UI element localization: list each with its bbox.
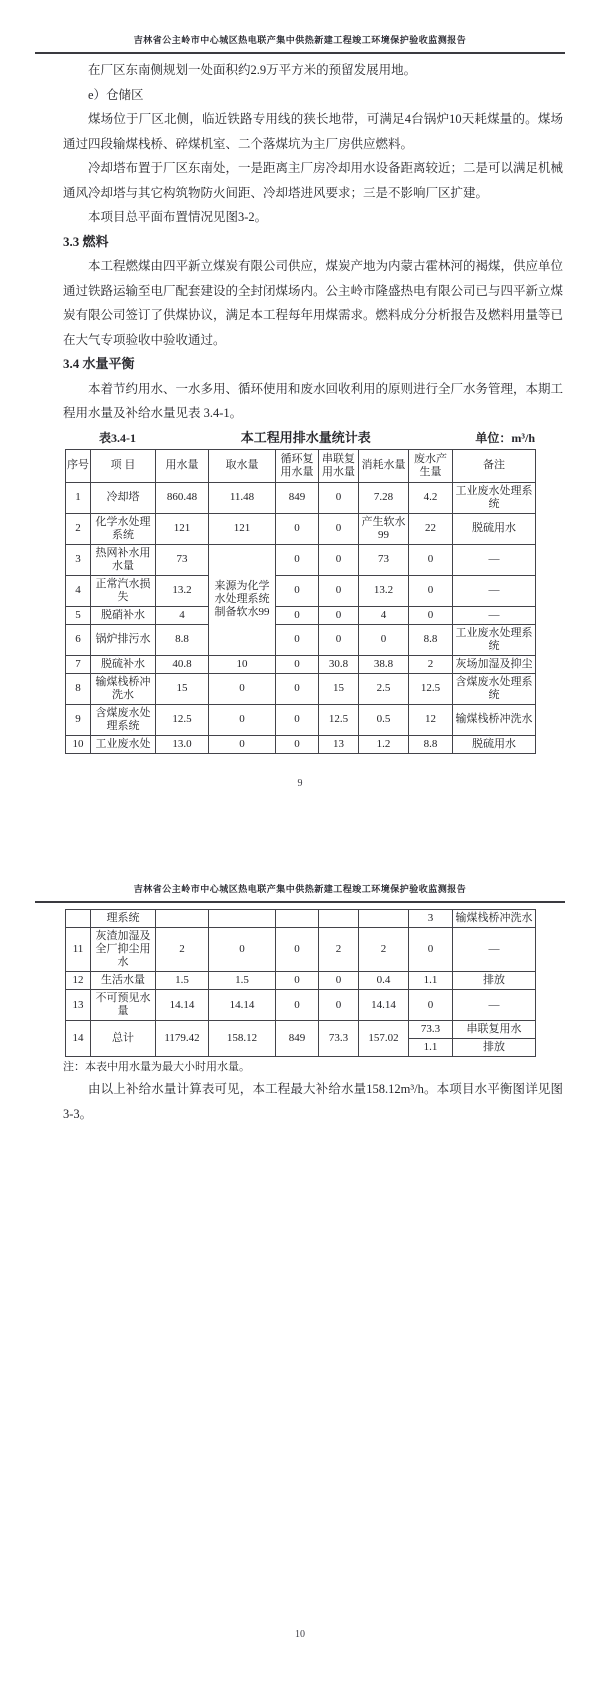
table-cell: 10 bbox=[66, 735, 91, 753]
page-number: 10 bbox=[295, 1629, 305, 1640]
table-cell: 22 bbox=[409, 513, 453, 544]
table-cell: 0 bbox=[209, 735, 276, 753]
table-cell: 0 bbox=[209, 928, 276, 972]
table-cell: 工业废水处理系统 bbox=[453, 624, 536, 655]
table-cell: 0 bbox=[319, 972, 359, 990]
table-row-total bbox=[66, 1021, 536, 1039]
table-cell: 11.48 bbox=[209, 482, 276, 513]
table-cell: 0 bbox=[319, 575, 359, 606]
table-cell: 1.5 bbox=[209, 972, 276, 990]
table-row bbox=[66, 624, 536, 655]
table-cell: 9 bbox=[66, 704, 91, 735]
table-cell: 40.8 bbox=[156, 655, 209, 673]
table-cell: — bbox=[453, 928, 536, 972]
table-cell: 0 bbox=[409, 928, 453, 972]
table-row bbox=[66, 575, 536, 606]
table-cell: 2 bbox=[319, 928, 359, 972]
table-cell: 2 bbox=[409, 655, 453, 673]
paragraph-water-management: 本着节约用水、一水多用、循环使用和废水回收利用的原则进行全厂水务管理，本期工程用水量及补给水量见表 3.4-1。 bbox=[63, 381, 564, 420]
section-heading-3-4: 3.4 水量平衡 bbox=[63, 356, 135, 371]
table-cell: 12 bbox=[409, 704, 453, 735]
table-header-cell: 序号 bbox=[66, 449, 91, 482]
table-cell: 8 bbox=[66, 673, 91, 704]
table-cell: 化学水处理系统 bbox=[91, 513, 156, 544]
table-cell bbox=[276, 910, 319, 928]
table-cell: 13 bbox=[66, 990, 91, 1021]
table-cell: 7 bbox=[66, 655, 91, 673]
table-cell: 灰场加湿及抑尘 bbox=[453, 655, 536, 673]
table-cell: 0.5 bbox=[359, 704, 409, 735]
table-caption-unit: 单位：m³/h bbox=[475, 430, 535, 445]
paragraph-reserved-land: 在厂区东南侧规划一处面积约2.9万平方米的预留发展用地。 bbox=[88, 63, 417, 77]
table-cell: 1179.42 bbox=[156, 1021, 209, 1057]
table-cell: 0 bbox=[409, 606, 453, 624]
paragraph-layout-figure-ref: 本项目总平面布置情况见图3-2。 bbox=[88, 210, 268, 224]
table-cell: 1.5 bbox=[156, 972, 209, 990]
table-cell-merged-intake: 来源为化学水处理系统制备软水99 bbox=[209, 544, 276, 655]
table-cell: 121 bbox=[209, 513, 276, 544]
water-balance-table-page1 bbox=[65, 449, 536, 754]
table-cell: 11 bbox=[66, 928, 91, 972]
table-cell: 0.4 bbox=[359, 972, 409, 990]
table-cell: 正常汽水损失 bbox=[91, 575, 156, 606]
table-cell: 15 bbox=[156, 673, 209, 704]
table-cell: 0 bbox=[276, 735, 319, 753]
table-cell: 73 bbox=[359, 544, 409, 575]
table-cell: 0 bbox=[276, 655, 319, 673]
table-cell: 2 bbox=[156, 928, 209, 972]
table-cell: 121 bbox=[156, 513, 209, 544]
table-row bbox=[66, 704, 536, 735]
table-cell bbox=[156, 910, 209, 928]
table-cell: 0 bbox=[276, 673, 319, 704]
table-cell: 860.48 bbox=[156, 482, 209, 513]
table-cell: 12 bbox=[66, 972, 91, 990]
table-cell: 849 bbox=[276, 482, 319, 513]
table-cell: 14.14 bbox=[209, 990, 276, 1021]
header-divider bbox=[35, 52, 565, 54]
page-number: 9 bbox=[297, 778, 303, 789]
table-cell: 14 bbox=[66, 1021, 91, 1057]
table-cell: 1 bbox=[66, 482, 91, 513]
table-row bbox=[66, 990, 536, 1021]
table-cell: 0 bbox=[276, 513, 319, 544]
table-cell: 输煤栈桥冲洗水 bbox=[453, 910, 536, 928]
table-cell: 输煤栈桥冲洗水 bbox=[91, 673, 156, 704]
table-cell: 0 bbox=[276, 704, 319, 735]
table-cell: 4.2 bbox=[409, 482, 453, 513]
page-header-title: 吉林省公主岭市中心城区热电联产集中供热新建工程竣工环境保护验收监测报告 bbox=[133, 884, 467, 894]
table-cell: 0 bbox=[359, 624, 409, 655]
table-cell: 0 bbox=[276, 575, 319, 606]
table-cell: 脱硫补水 bbox=[91, 655, 156, 673]
table-header-cell: 取水量 bbox=[209, 449, 276, 482]
table-header-cell: 项 目 bbox=[91, 449, 156, 482]
table-cell: 158.12 bbox=[209, 1021, 276, 1057]
table-cell: 含煤废水处理系统 bbox=[91, 704, 156, 735]
document-page-2 bbox=[0, 849, 600, 1697]
table-cell: 7.28 bbox=[359, 482, 409, 513]
table-cell: 工业废水处理系统 bbox=[453, 482, 536, 513]
table-cell: 含煤废水处理系统 bbox=[453, 673, 536, 704]
table-cell: 2.5 bbox=[359, 673, 409, 704]
table-header-row bbox=[66, 449, 536, 482]
table-row bbox=[66, 655, 536, 673]
table-cell: 13 bbox=[319, 735, 359, 753]
table-row bbox=[66, 482, 536, 513]
table-cell: 4 bbox=[66, 575, 91, 606]
table-cell: 0 bbox=[319, 990, 359, 1021]
table-header-cell: 用水量 bbox=[156, 449, 209, 482]
table-cell: 14.14 bbox=[359, 990, 409, 1021]
table-header-cell: 循环复用水量 bbox=[276, 449, 319, 482]
table-cell: 0 bbox=[276, 624, 319, 655]
table-cell: 8.8 bbox=[409, 624, 453, 655]
table-cell: 14.14 bbox=[156, 990, 209, 1021]
table-cell: — bbox=[453, 606, 536, 624]
table-cell: 0 bbox=[409, 544, 453, 575]
table-cell: 8.8 bbox=[409, 735, 453, 753]
table-row bbox=[66, 735, 536, 753]
table-header-cell: 备注 bbox=[453, 449, 536, 482]
table-cell: 5 bbox=[66, 606, 91, 624]
table-cell: 0 bbox=[276, 606, 319, 624]
table-cell: 工业废水处 bbox=[91, 735, 156, 753]
table-header-cell: 废水产生量 bbox=[409, 449, 453, 482]
table-cell: 0 bbox=[319, 513, 359, 544]
paragraph-fuel-supply: 本工程燃煤由四平新立煤炭有限公司供应，煤炭产地为内蒙古霍林河的褐煤，供应单位通过铁路运输至电厂配套建设的全封闭煤场内。公主岭市隆盛热电有限公司已与四平新立煤炭有限公司签订了供煤协议，满足本工程每年用煤需求。燃料成分分析报告及燃料用量等已在大气专项验收中验收通过。 bbox=[63, 259, 564, 347]
table-cell: 0 bbox=[319, 624, 359, 655]
table-row bbox=[66, 972, 536, 990]
table-cell: 0 bbox=[209, 673, 276, 704]
page2-body bbox=[63, 909, 563, 1126]
table-cell: 0 bbox=[276, 972, 319, 990]
table-cell: 输煤栈桥冲洗水 bbox=[453, 704, 536, 735]
table-cell: 排放 bbox=[453, 1039, 536, 1057]
table-cell: 849 bbox=[276, 1021, 319, 1057]
table-cell: 产生软水99 bbox=[359, 513, 409, 544]
table-cell: 总计 bbox=[91, 1021, 156, 1057]
table-cell: 0 bbox=[319, 606, 359, 624]
table-cell: 0 bbox=[319, 482, 359, 513]
table-cell: 脱硝补水 bbox=[91, 606, 156, 624]
table-note: 注：本表中用水量为最大小时用水量。 bbox=[63, 1061, 250, 1073]
table-cell bbox=[319, 910, 359, 928]
table-cell: 13.2 bbox=[359, 575, 409, 606]
table-cell: 10 bbox=[209, 655, 276, 673]
table-cell: 30.8 bbox=[319, 655, 359, 673]
table-cell: 73 bbox=[156, 544, 209, 575]
table-cell: 15 bbox=[319, 673, 359, 704]
table-cell: 锅炉排污水 bbox=[91, 624, 156, 655]
table-cell: 6 bbox=[66, 624, 91, 655]
paragraph-cooling-tower: 冷却塔布置于厂区东南处，一是距离主厂房冷却用水设备距离较近；二是可以满足机械通风冷却塔与其它构筑物防火间距、冷却塔进风要求；三是不影响厂区扩建。 bbox=[63, 161, 564, 200]
paragraph-storage-area-label: e）仓储区 bbox=[88, 87, 144, 102]
table-cell bbox=[359, 910, 409, 928]
table-cell: 1.1 bbox=[409, 1039, 453, 1057]
page-header-title: 吉林省公主岭市中心城区热电联产集中供热新建工程竣工环境保护验收监测报告 bbox=[133, 35, 467, 45]
table-cell: 0 bbox=[409, 990, 453, 1021]
table-row bbox=[66, 513, 536, 544]
table-caption-label: 表3.4-1 bbox=[99, 430, 136, 445]
paragraph-conclusion: 由以上补给水量计算表可见，本工程最大补给水量158.12m³/h。本项目水平衡图详见图3-3。 bbox=[63, 1082, 563, 1121]
water-balance-table-page2 bbox=[65, 909, 536, 1057]
table-cell: 灰渣加湿及全厂抑尘用水 bbox=[91, 928, 156, 972]
table-cell: 13.2 bbox=[156, 575, 209, 606]
table-header-cell: 串联复用水量 bbox=[319, 449, 359, 482]
table-cell: 13.0 bbox=[156, 735, 209, 753]
table-cell: 0 bbox=[276, 990, 319, 1021]
table-cell bbox=[66, 910, 91, 928]
table-cell: 2 bbox=[359, 928, 409, 972]
table-cell: — bbox=[453, 544, 536, 575]
table-cell: 不可预见水量 bbox=[91, 990, 156, 1021]
table-cell: 串联复用水 bbox=[453, 1021, 536, 1039]
table-cell: 排放 bbox=[453, 972, 536, 990]
table-row bbox=[66, 673, 536, 704]
table-cell: 1.2 bbox=[359, 735, 409, 753]
table-cell: 73.3 bbox=[319, 1021, 359, 1057]
table-cell: 3 bbox=[409, 910, 453, 928]
table-cell: 3 bbox=[66, 544, 91, 575]
page1-body bbox=[63, 58, 563, 754]
table-cell: 0 bbox=[276, 928, 319, 972]
table-cell: 12.5 bbox=[319, 704, 359, 735]
table-cell: 1.1 bbox=[409, 972, 453, 990]
table-cell: 生活水量 bbox=[91, 972, 156, 990]
table-caption-title: 本工程用排水量统计表 bbox=[240, 429, 371, 445]
table-cell: — bbox=[453, 990, 536, 1021]
table-cell: — bbox=[453, 575, 536, 606]
table-row bbox=[66, 928, 536, 972]
table-cell: 2 bbox=[66, 513, 91, 544]
table-cell: 0 bbox=[409, 575, 453, 606]
table-cell: 157.02 bbox=[359, 1021, 409, 1057]
header-divider bbox=[35, 901, 565, 903]
table-header-cell: 消耗水量 bbox=[359, 449, 409, 482]
table-cell: 0 bbox=[209, 704, 276, 735]
table-cell: 脱硫用水 bbox=[453, 513, 536, 544]
table-cell: 冷却塔 bbox=[91, 482, 156, 513]
table-cell: 38.8 bbox=[359, 655, 409, 673]
table-cell: 4 bbox=[156, 606, 209, 624]
section-heading-3-3: 3.3 燃料 bbox=[63, 233, 109, 249]
paragraph-coal-yard: 煤场位于厂区北侧，临近铁路专用线的狭长地带，可满足4台锅炉10天耗煤量的。煤场通过四段输煤栈桥、碎煤机室、二个落煤坑为主厂房供应燃料。 bbox=[63, 112, 563, 151]
table-cell: 0 bbox=[276, 544, 319, 575]
table-cell: 12.5 bbox=[156, 704, 209, 735]
table-row bbox=[66, 606, 536, 624]
table-cell: 12.5 bbox=[409, 673, 453, 704]
table-cell: 脱硫用水 bbox=[453, 735, 536, 753]
table-cell: 0 bbox=[319, 544, 359, 575]
table-cell: 热网补水用水量 bbox=[91, 544, 156, 575]
table-cell bbox=[209, 910, 276, 928]
table-caption bbox=[63, 429, 563, 447]
table-cell: 理系统 bbox=[91, 910, 156, 928]
table-cell: 4 bbox=[359, 606, 409, 624]
table-row bbox=[66, 544, 536, 575]
table-cell: 73.3 bbox=[409, 1021, 453, 1039]
table-row-continuation bbox=[66, 910, 536, 928]
table-cell: 8.8 bbox=[156, 624, 209, 655]
